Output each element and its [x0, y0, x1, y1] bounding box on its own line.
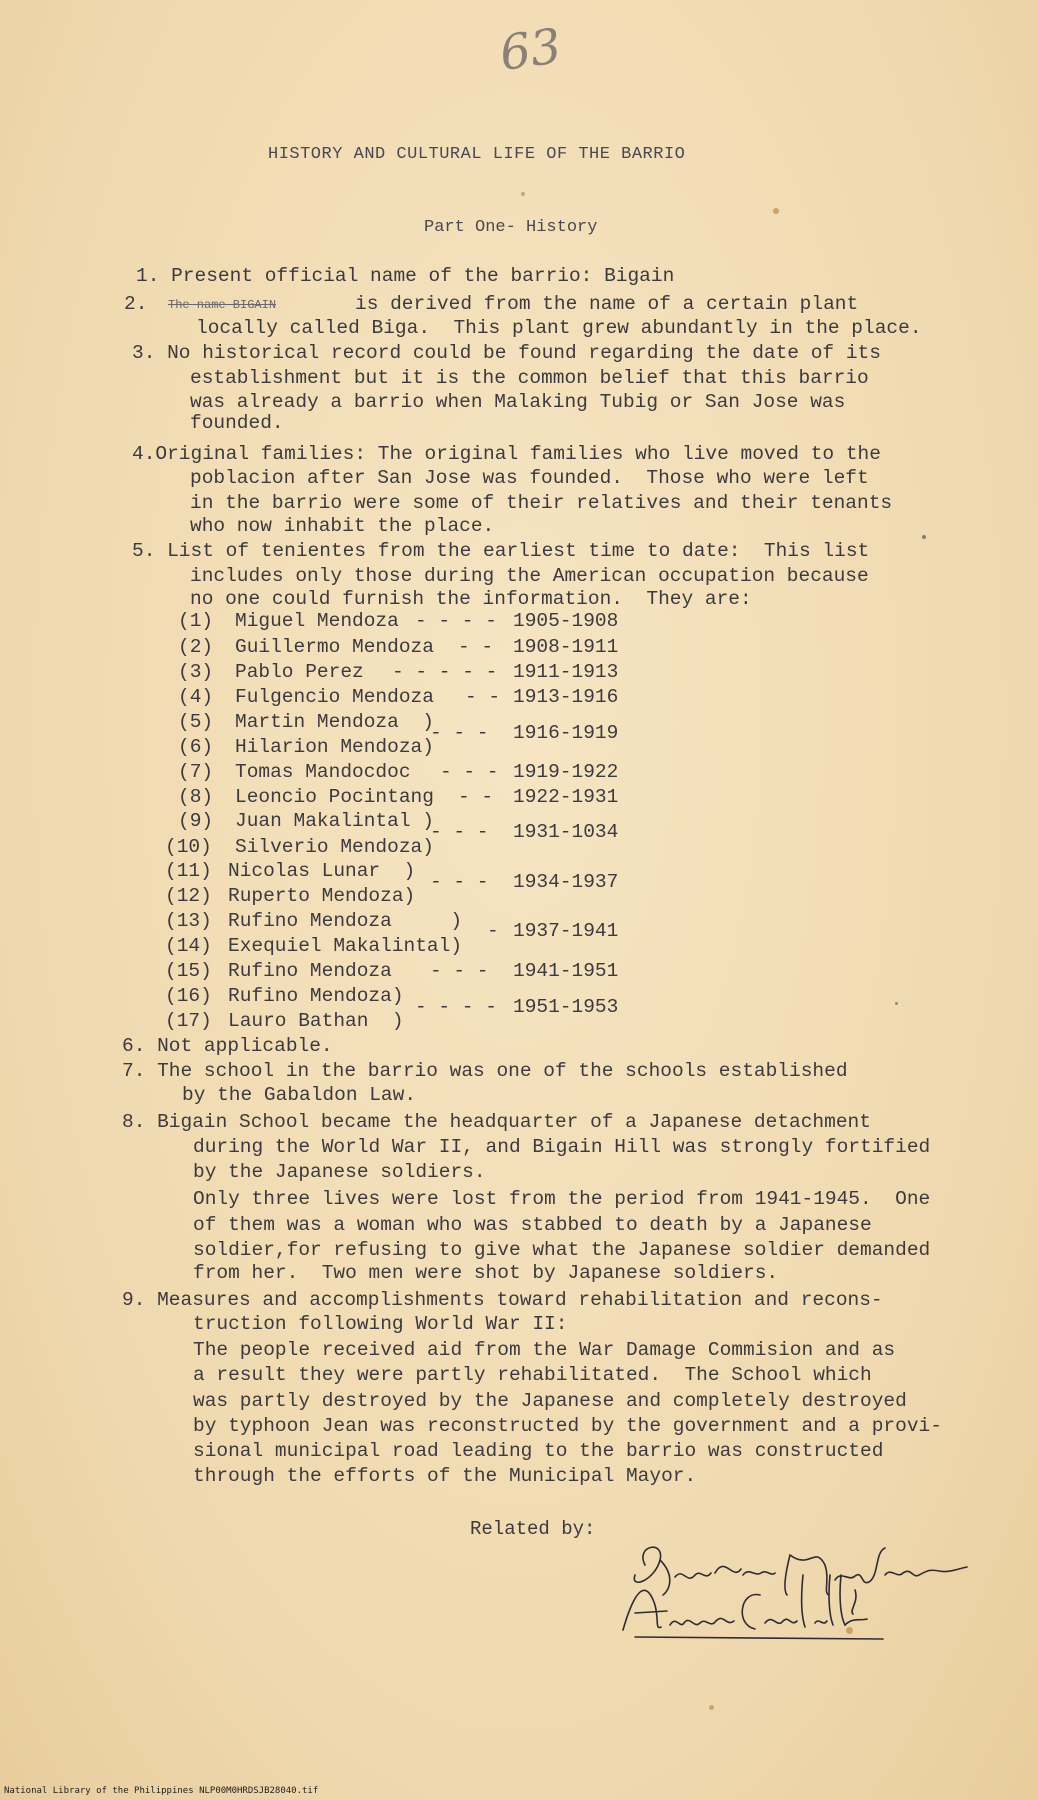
teniente-7-dash: - - -: [440, 761, 499, 783]
teniente-10-number: (10): [165, 836, 212, 858]
teniente-1-years: 1905-1908: [513, 610, 619, 632]
teniente-17-name: Lauro Bathan ): [228, 1010, 404, 1032]
item-9-line-1: 9. Measures and accomplishments toward rehabilitation and recons-: [122, 1289, 883, 1311]
item-4-line-1: 4.Original families: The original families who live moved to the: [132, 443, 881, 465]
document-subtitle: Part One- History: [424, 218, 598, 237]
item-2-line-2: locally called Biga. This plant grew abundantly in the place.: [196, 317, 922, 339]
item-2-line-1: is derived from the name of a certain plant: [355, 293, 859, 315]
teniente-4-number: (4): [178, 686, 214, 708]
teniente-13-name: Rufino Mendoza ): [228, 910, 463, 932]
item-4-line-4: who now inhabit the place.: [190, 515, 495, 537]
teniente-10-name: Silverio Mendoza): [235, 836, 434, 858]
teniente-14-number: (14): [165, 935, 212, 957]
signature-antonio-castillo: [623, 1575, 883, 1639]
teniente-3-years: 1911-1913: [513, 661, 619, 683]
teniente-7-number: (7): [178, 761, 214, 783]
teniente-15-name: Rufino Mendoza: [228, 960, 392, 982]
item-9-line-4: a result they were partly rehabilitated. The School which: [193, 1364, 872, 1386]
teniente-2-dash: - -: [458, 636, 494, 658]
teniente-15-number: (15): [165, 960, 212, 982]
teniente-4-dash: - -: [465, 686, 501, 708]
teniente-15-years: 1941-1951: [513, 960, 619, 982]
teniente-8-dash: - -: [458, 786, 494, 808]
item-4-line-2: poblacion after San Jose was founded. Those who were left: [190, 467, 869, 489]
item-3-line-1: 3. No historical record could be found regarding the date of its: [132, 342, 881, 364]
teniente-16-number: (16): [165, 985, 212, 1007]
teniente-1-dash: - - - -: [415, 610, 497, 632]
teniente-7-name: Tomas Mandocdoc: [235, 761, 411, 783]
teniente-14-name: Exequiel Makalintal): [228, 935, 463, 957]
teniente-9-name: Juan Makalintal ): [235, 810, 434, 832]
teniente-11-name: Nicolas Lunar ): [228, 860, 416, 882]
item-8-line-1: 8. Bigain School became the headquarter of a Japanese detachment: [122, 1111, 871, 1133]
item-2-number: 2.: [124, 293, 148, 315]
teniente-12-number: (12): [165, 885, 212, 907]
teniente-2-years: 1908-1911: [513, 636, 619, 658]
teniente-8-name: Leoncio Pocintang: [235, 786, 434, 808]
teniente-8-years: 1922-1931: [513, 786, 619, 808]
teniente-5-6-years: 1916-1919: [513, 722, 619, 744]
teniente-7-years: 1919-1922: [513, 761, 619, 783]
signatures: [615, 1535, 1005, 1645]
item-8-line-5: of them was a woman who was stabbed to death by a Japanese: [193, 1214, 872, 1236]
item-8-line-3: by the Japanese soldiers.: [193, 1161, 486, 1183]
teniente-4-years: 1913-1916: [513, 686, 619, 708]
scan-spot: [709, 1705, 714, 1710]
teniente-2-name: Guillermo Mendoza: [235, 636, 434, 658]
item-1: 1. Present official name of the barrio: Bigain: [136, 265, 675, 287]
teniente-13-14-dash: -: [487, 920, 499, 942]
item-7-line-1: 7. The school in the barrio was one of the schools established: [122, 1060, 848, 1082]
teniente-9-number: (9): [178, 810, 214, 832]
teniente-9-10-dash: - - -: [430, 821, 489, 843]
related-by-label: Related by:: [470, 1518, 596, 1540]
teniente-6-number: (6): [178, 736, 214, 758]
teniente-11-12-dash: - - -: [430, 871, 489, 893]
item-3-line-4: founded.: [190, 412, 284, 434]
teniente-16-17-years: 1951-1953: [513, 996, 619, 1018]
teniente-5-number: (5): [178, 711, 214, 733]
item-9-line-8: through the efforts of the Municipal Mayor.: [193, 1465, 697, 1487]
teniente-12-name: Ruperto Mendoza): [228, 885, 416, 907]
teniente-5-6-dash: - - -: [430, 722, 489, 744]
teniente-13-14-years: 1937-1941: [513, 920, 619, 942]
teniente-9-10-years: 1931-1034: [513, 821, 619, 843]
item-8-line-6: soldier,for refusing to give what the Japanese soldier demanded: [193, 1239, 931, 1261]
teniente-5-name: Martin Mendoza ): [235, 711, 434, 733]
teniente-4-name: Fulgencio Mendoza: [235, 686, 434, 708]
teniente-6-name: Hilarion Mendoza): [235, 736, 434, 758]
item-9-line-3: The people received aid from the War Damage Commision and as: [193, 1339, 896, 1361]
teniente-1-name: Miguel Mendoza: [235, 610, 399, 632]
item-5-line-1: 5. List of tenientes from the earliest time to date: This list: [132, 540, 870, 562]
teniente-16-name: Rufino Mendoza): [228, 985, 404, 1007]
teniente-11-12-years: 1934-1937: [513, 871, 619, 893]
item-5-line-2: includes only those during the American occupation because: [190, 565, 869, 587]
item-9-line-7: sional municipal road leading to the barrio was constructed: [193, 1440, 884, 1462]
teniente-3-number: (3): [178, 661, 214, 683]
teniente-11-number: (11): [165, 860, 212, 882]
footer-source: National Library of the Philippines NLP00M0HRDSJB28040.tif: [4, 1786, 319, 1796]
signature-rufino-mendoza: [634, 1547, 967, 1614]
item-8-line-7: from her. Two men were shot by Japanese soldiers.: [193, 1262, 779, 1284]
item-5-line-3: no one could furnish the information. They are:: [190, 588, 752, 610]
teniente-17-number: (17): [165, 1010, 212, 1032]
scan-spot: [773, 208, 779, 214]
teniente-3-dash: - - - - -: [392, 661, 498, 683]
item-9-line-5: was partly destroyed by the Japanese and completely destroyed: [193, 1390, 907, 1412]
item-3-line-3: was already a barrio when Malaking Tubig or San Jose was: [190, 391, 846, 413]
scan-spot: [521, 192, 525, 196]
item-9-line-2: truction following World War II:: [193, 1313, 568, 1335]
scan-spot: [922, 535, 926, 539]
document-title: HISTORY AND CULTURAL LIFE OF THE BARRIO: [268, 145, 686, 164]
item-7-line-2: by the Gabaldon Law.: [182, 1084, 417, 1106]
teniente-15-dash: - - -: [430, 960, 489, 982]
teniente-13-number: (13): [165, 910, 212, 932]
teniente-3-name: Pablo Perez: [235, 661, 364, 683]
scan-spot: [895, 1002, 898, 1005]
scan-spot: [846, 1627, 853, 1634]
item-9-line-6: by typhoon Jean was reconstructed by the government and a provi-: [193, 1415, 942, 1437]
page-number: 63: [496, 18, 565, 82]
item-8-line-4: Only three lives were lost from the period from 1941-1945. One: [193, 1188, 931, 1210]
teniente-2-number: (2): [178, 636, 214, 658]
item-8-line-2: during the World War II, and Bigain Hill was strongly fortified: [193, 1136, 931, 1158]
item-4-line-3: in the barrio were some of their relatives and their tenants: [190, 492, 893, 514]
item-6: 6. Not applicable.: [122, 1035, 333, 1057]
teniente-8-number: (8): [178, 786, 214, 808]
item-2-struck-text: The name BIGAIN: [168, 298, 277, 312]
teniente-16-17-dash: - - - -: [415, 996, 497, 1018]
item-3-line-2: establishment but it is the common belief that this barrio: [190, 367, 869, 389]
teniente-1-number: (1): [178, 610, 214, 632]
